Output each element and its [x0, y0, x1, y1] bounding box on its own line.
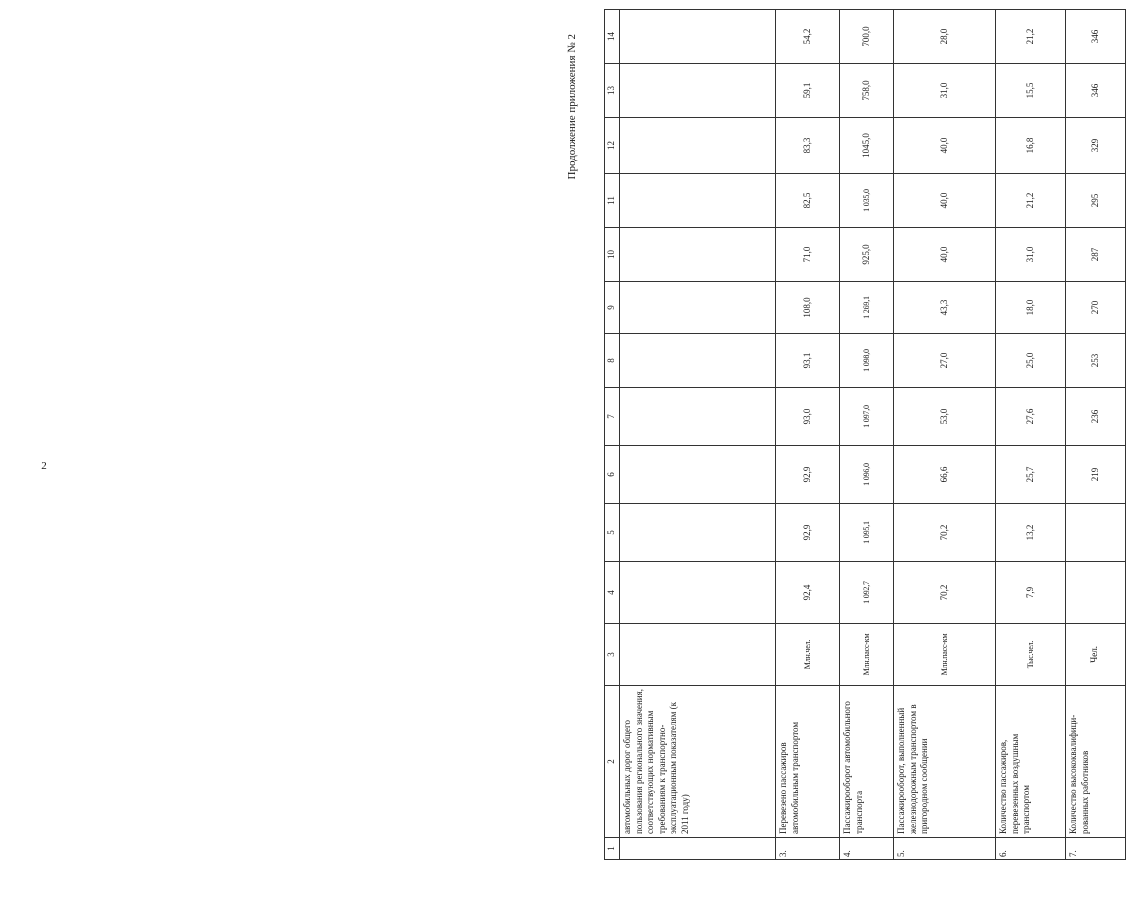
column-number: 10: [605, 228, 620, 282]
column-number: 8: [605, 334, 620, 388]
table-row: [776, 10, 840, 860]
value-cell: 82,5: [776, 174, 840, 228]
value-cell: 92,9: [776, 446, 840, 504]
value-cell: 70,2: [894, 504, 996, 562]
indicator-name: Количество пассажиров, перевезенных воздушным транспортом: [996, 686, 1066, 838]
value-cell: 758,0: [840, 64, 894, 118]
value-cell: [620, 228, 776, 282]
unit-cell: Млн.пасс-км: [840, 624, 894, 686]
column-number: 6: [605, 446, 620, 504]
value-cell: 92,4: [776, 562, 840, 624]
value-cell: 7,9: [996, 562, 1066, 624]
value-cell: 1 096,0: [840, 446, 894, 504]
value-cell: [620, 118, 776, 174]
value-cell: 92,9: [776, 504, 840, 562]
value-cell: 70,2: [894, 562, 996, 624]
column-number: 9: [605, 282, 620, 334]
table-row: [996, 10, 1066, 860]
unit-cell: [620, 624, 776, 686]
value-cell: 15,5: [996, 64, 1066, 118]
value-cell: 43,3: [894, 282, 996, 334]
indicator-name: Перевезено пассажиров автомобильным транспортом: [776, 686, 840, 838]
row-number: 6.: [996, 838, 1066, 860]
column-number: 7: [605, 388, 620, 446]
value-cell: 66,6: [894, 446, 996, 504]
column-number: 12: [605, 118, 620, 174]
value-cell: 54,2: [776, 10, 840, 64]
indicators-table: [604, 9, 1126, 860]
appendix-title: Продолжение приложения № 2: [566, 34, 578, 180]
value-cell: 16,8: [996, 118, 1066, 174]
value-cell: [620, 64, 776, 118]
value-cell: 1 092,7: [840, 562, 894, 624]
value-cell: 40,0: [894, 228, 996, 282]
value-cell: 25,0: [996, 334, 1066, 388]
value-cell: 93,1: [776, 334, 840, 388]
value-cell: 1 097,0: [840, 388, 894, 446]
value-cell: 346: [1066, 64, 1126, 118]
value-cell: 287: [1066, 228, 1126, 282]
rotated-sheet: [566, 26, 1144, 860]
value-cell: 1 269,1: [840, 282, 894, 334]
value-cell: 1 095,1: [840, 504, 894, 562]
table-row: [620, 10, 776, 860]
value-cell: 295: [1066, 174, 1126, 228]
value-cell: [620, 10, 776, 64]
row-number: 4.: [840, 838, 894, 860]
value-cell: [620, 174, 776, 228]
column-number: 2: [605, 686, 620, 838]
value-cell: 27,0: [894, 334, 996, 388]
column-number: 13: [605, 64, 620, 118]
value-cell: [620, 282, 776, 334]
page-number: 2: [41, 460, 47, 472]
value-cell: 18,0: [996, 282, 1066, 334]
value-cell: 1 098,0: [840, 334, 894, 388]
value-cell: 21,2: [996, 174, 1066, 228]
value-cell: 93,0: [776, 388, 840, 446]
value-cell: 21,2: [996, 10, 1066, 64]
value-cell: 13,2: [996, 504, 1066, 562]
value-cell: 40,0: [894, 174, 996, 228]
value-cell: 1045,0: [840, 118, 894, 174]
value-cell: 236: [1066, 388, 1126, 446]
value-cell: 925,0: [840, 228, 894, 282]
value-cell: 346: [1066, 10, 1126, 64]
value-cell: 31,0: [894, 64, 996, 118]
indicator-name: Количество высококвалифици-рованных работников: [1066, 686, 1126, 838]
value-cell: [620, 334, 776, 388]
value-cell: 40,0: [894, 118, 996, 174]
value-cell: 71,0: [776, 228, 840, 282]
unit-cell: Млн.чел.: [776, 624, 840, 686]
value-cell: 59,1: [776, 64, 840, 118]
value-cell: 108,0: [776, 282, 840, 334]
value-cell: 28,0: [894, 10, 996, 64]
table-row: [894, 10, 996, 860]
row-number: 7.: [1066, 838, 1126, 860]
value-cell: [620, 388, 776, 446]
value-cell: [620, 562, 776, 624]
value-cell: 53,0: [894, 388, 996, 446]
row-number: 5.: [894, 838, 996, 860]
value-cell: 329: [1066, 118, 1126, 174]
row-number: [620, 838, 776, 860]
value-cell: 31,0: [996, 228, 1066, 282]
value-cell: 1 035,0: [840, 174, 894, 228]
column-number: 14: [605, 10, 620, 64]
value-cell: 83,3: [776, 118, 840, 174]
column-number: 4: [605, 562, 620, 624]
unit-cell: Тыс.чел.: [996, 624, 1066, 686]
unit-cell: Млн.пасс-км: [894, 624, 996, 686]
value-cell: 700,0: [840, 10, 894, 64]
value-cell: [1066, 504, 1126, 562]
value-cell: 270: [1066, 282, 1126, 334]
column-number: 11: [605, 174, 620, 228]
indicator-name: Пассажирооборот, выполненный железнодорожным транспортом в пригородном сообщении: [894, 686, 996, 838]
column-number: 3: [605, 624, 620, 686]
table-row: [840, 10, 894, 860]
value-cell: [1066, 562, 1126, 624]
value-cell: 219: [1066, 446, 1126, 504]
row-number: 3.: [776, 838, 840, 860]
unit-cell: Чел.: [1066, 624, 1126, 686]
value-cell: [620, 446, 776, 504]
value-cell: 25,7: [996, 446, 1066, 504]
value-cell: 253: [1066, 334, 1126, 388]
indicator-name: автомобильных дорог общего пользования регионального значения, соответствующих нормативным требованиям к транспортно-эксплуатационным показателям (к 2011 году): [620, 686, 776, 838]
column-number-row: [605, 10, 620, 860]
value-cell: [620, 504, 776, 562]
column-number: 1: [605, 838, 620, 860]
table-row: [1066, 10, 1126, 860]
value-cell: 27,6: [996, 388, 1066, 446]
indicator-name: Пассажирооборот автомобильного транспорта: [840, 686, 894, 838]
column-number: 5: [605, 504, 620, 562]
